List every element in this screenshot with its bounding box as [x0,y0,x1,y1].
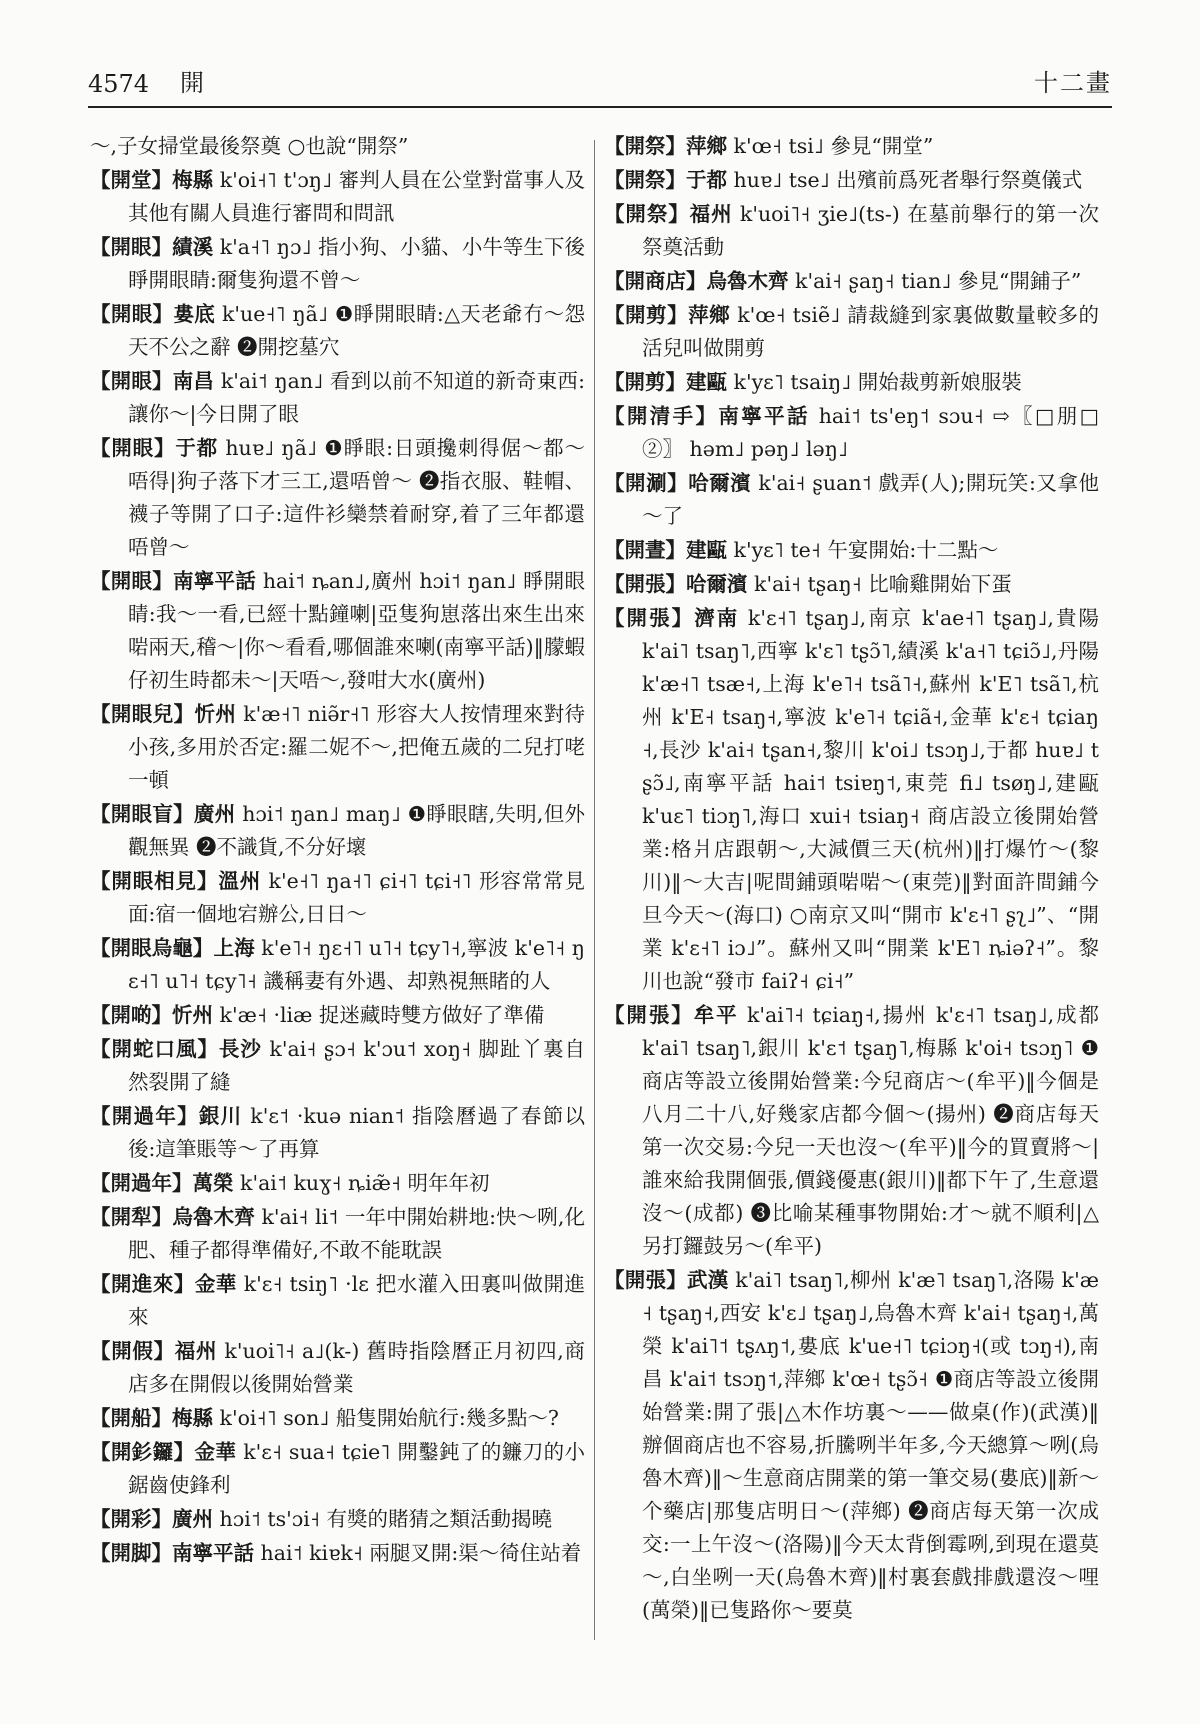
entry-headword: 【開清手】 [604,404,719,428]
dictionary-entry [90,130,585,163]
entry-headword: 【開過年】 [90,1104,199,1128]
dictionary-entry [90,1268,585,1334]
entry-text: k'e˥˧ ŋɛ˧˥ u˥˧ tɕy˥˧,寧波 k'e˥˧ ŋɛ˧˥ u˥˧ tɕy˥˧ 譏稱妻有外遇、却熟視無睹的人 [128,936,586,993]
dictionary-entry [90,932,585,998]
entry-place: 武漢 [686,1268,729,1292]
entry-place: 金華 [194,1272,237,1296]
entry-text: ～,子女掃堂最後祭奠 ○也說“開祭” [90,134,409,158]
entry-text: k'ai˧ li˦ 一年中開始耕地:快～咧,化肥、種子都得準備好,不敢不能耽誤 [128,1205,586,1262]
entry-text: k'ai˧ ʂaŋ˧ tian˩ 參見“開鋪子” [795,269,1082,293]
entry-headword: 【開眼烏龜】 [90,936,214,960]
entry-headword: 【開眼】 [90,302,174,326]
entry-place: 梅縣 [172,1406,213,1430]
dictionary-entry [90,1402,585,1435]
entry-headword: 【開船】 [90,1406,172,1430]
dictionary-entry [90,565,585,697]
entry-headword: 【開進來】 [90,1272,195,1296]
entry-place: 萬榮 [192,1171,234,1195]
entry-headword: 【開眼】 [90,369,173,393]
entry-place: 廣州 [193,802,236,826]
entry-place: 烏魯木齊 [706,269,789,293]
dictionary-entry [604,198,1099,264]
entry-text: k'ai˦ kuɣ˧ ȵiæ̃˧ 明年年初 [240,1171,490,1195]
entry-place: 萍鄉 [688,303,731,327]
entry-text: k'ai˥ tsaŋ˥,柳州 k'æ˥ tsaŋ˥,洛陽 k'æ˧ tʂaŋ˧,西安 k'ɛ˩ tʂaŋ˩,烏魯木齊 k'ai˧ tʂaŋ˧,萬榮 k'ai˥˦ tʂʌŋ˦,婁底 k'ue˧˥ tɕiɔŋ˧(或 tɔŋ˧),南昌 k'ai˦ tsɔŋ˦,萍鄉 k'œ˧ tʂɔ̃˧ ❶商店等設立後開始營業:開了張|△木作坊裏～——做桌(作)(武漢)‖辦個商店也不容易,折騰咧半年多,今天總算～咧(烏魯木齊)‖～生意商店開業的第一筆交易(婁底)‖新～个藥店|那隻店明日～(萍鄉) ❷商店每天第一次成交:一上午沒～(洛陽)‖今天太背倒霉咧,到現在還莫～,白坐咧一天(烏魯木齊)‖村裏套戲排戲還沒～哩(萬榮)‖已隻路你～要莫 [642,1268,1100,1622]
dictionary-entry [604,400,1099,466]
entry-place: 南寧平話 [718,404,810,428]
dictionary-entry [604,366,1099,399]
dictionary-entry [90,798,585,864]
entry-headword: 【開張】 [604,606,695,630]
entry-headword: 【開張】 [604,1003,694,1027]
entry-headword: 【開祭】 [604,202,690,226]
section-heading: 十二畫 [1034,69,1112,97]
dictionary-entry [90,1436,585,1502]
left-column [90,130,585,1571]
entry-place: 萍鄉 [686,134,727,158]
entry-place: 銀川 [198,1104,243,1128]
dictionary-entry [90,365,585,431]
entry-place: 建甌 [686,538,727,562]
entry-text: k'yɛ˥ tsaiŋ˩ 開始裁剪新娘服裝 [733,370,1022,394]
dictionary-entry [90,231,585,297]
entry-place: 溫州 [218,869,262,893]
dictionary-entry [90,1033,585,1099]
entry-text: k'œ˧ tsi˩ 參見“開堂” [733,134,934,158]
column-divider [594,140,595,1640]
entry-text: k'ɛ˧ tsiŋ˥ ·lɛ 把水灌入田裏叫做開進來 [128,1272,585,1329]
dictionary-entry [604,299,1099,365]
entry-headword: 【開釤鑼】 [90,1440,195,1464]
entry-text: k'ai˥˧ tɕiaŋ˧,揚州 k'ɛ˧˥ tsaŋ˩,成都 k'ai˥ tsaŋ˥,銀川 k'ɛ˦ tʂaŋ˥,梅縣 k'oi˧ tsɔŋ˥ ❶商店等設立後開始營業:今兒商店～(牟平)‖今個是八月二十八,好幾家店都今個～(揚州) ❷商店每天第一次交易:今兒一天也沒～(牟平)‖今的買賣將～|誰來給我開個張,價錢優惠(銀川)‖都下午了,生意還沒～(成都) ❸比喻某種事物開始:才～就不順利|△另打鑼鼓另～(牟平) [642,1003,1099,1258]
entry-text: hɔi˦ ŋan˩ maŋ˩ ❶睜眼瞎,失明,但外觀無異 ❷不識貨,不分好壞 [128,802,585,859]
entry-text: k'ai˦ ŋan˩ 看到以前不知道的新奇東西:讓你～|今日開了眼 [128,369,585,426]
dictionary-entry [90,298,585,364]
dictionary-entry [604,602,1099,998]
dictionary-entry [90,432,585,564]
dictionary-entry [90,164,585,230]
entry-headword: 【開蛇口風】 [90,1037,219,1061]
dictionary-entry [90,999,585,1032]
dictionary-entry [604,534,1099,567]
entry-headword: 【開堂】 [90,168,173,192]
entry-headword: 【開涮】 [604,471,689,495]
entry-place: 福州 [689,202,733,226]
entry-text: k'yɛ˥ te˧ 午宴開始:十二點～ [733,538,999,562]
entry-headword: 【開剪】 [604,303,689,327]
entry-headword: 【開過年】 [90,1171,193,1195]
right-column [604,130,1099,1628]
dictionary-entry [604,130,1099,163]
entry-text: k'ai˧ tʂaŋ˧ 比喻雞開始下蛋 [754,572,1012,596]
entry-place: 哈爾濱 [686,572,748,596]
entry-text: k'oi˧˥ t'ɔŋ˩ 審判人員在公堂對當事人及其他有關人員進行審問和問訊 [128,168,585,225]
entry-headword: 【開眼相見】 [90,869,219,893]
entry-text: k'ɛ˦ ·kuə nian˦ 指陰曆過了春節以後:這筆賬等～了再算 [128,1104,585,1161]
entry-place: 濟南 [694,606,740,630]
entry-text: k'a˧˥ ŋɔ˩ 指小狗、小貓、小牛等生下後睜開眼睛:爾隻狗還不曾～ [128,235,585,292]
entry-text: k'oi˧˥ son˩ 船隻開始航行:幾多點～? [219,1406,559,1430]
entry-place: 牟平 [693,1003,739,1027]
entry-headword: 【開眼】 [90,436,176,460]
dictionary-entry [90,1167,585,1200]
dictionary-entry [604,164,1099,197]
entry-place: 南寧平話 [173,569,257,593]
dictionary-entry [90,865,585,931]
entry-text: hai˦ ts'eŋ˦ sɔu˧ ⇨〖□朋□②〗 həm˩ pəŋ˩ ləŋ˩ [642,404,1099,461]
entry-headword: 【開剪】 [604,370,686,394]
entry-text: huɐ˩ ŋã˩ ❶睜眼:日頭攙刺得倨～都～唔得|狗子落下才三工,還唔曾～ ❷指衣服、鞋帽、襪子等開了口子:這件衫欒禁着耐穿,着了三年都還唔曾～ [128,436,585,559]
entry-place: 福州 [174,1339,218,1363]
entry-text: k'ɛ˧ sua˧ tɕie˥ 開鑿鈍了的鐮刀的小鋸齒使鋒利 [128,1440,585,1497]
dictionary-entry [90,1100,585,1166]
entry-place: 哈爾濱 [688,471,752,495]
entry-place: 長沙 [218,1037,262,1061]
entry-headword: 【開張】 [604,572,686,596]
entry-headword: 【開脚】 [90,1541,172,1565]
entry-headword: 【開晝】 [604,538,686,562]
entry-headword: 【開祭】 [604,134,686,158]
running-head [88,66,1112,108]
entry-text: k'æ˧˥ niə̃r˧˥ 形容大人按情理來對待小孩,多用於否定:羅二妮不～,把俺五歲的二兒打咾一頓 [128,702,586,792]
dictionary-entry [90,1335,585,1401]
entry-text: k'e˧˥ ŋa˧˥ ɕi˧˥ tɕi˧˥ 形容常常見面:宿一個地宕辦公,日日～ [128,869,585,926]
entry-place: 于都 [686,168,727,192]
entry-headword: 【開彩】 [90,1507,172,1531]
entry-text: k'ai˧ ʂɔ˧ k'ɔu˦ xoŋ˧ 脚趾丫裏自然裂開了縫 [128,1037,586,1094]
entry-headword: 【開眼】 [90,235,173,259]
entry-text: k'ue˧˥ ŋã˩ ❶睜開眼睛:△天老爺冇～怨天不公之辭 ❷開挖墓穴 [128,302,586,359]
dictionary-entry [604,1264,1099,1627]
entry-text: hai˦ ȵan˩,廣州 hɔi˦ ŋan˩ 睜開眼睛:我～一看,已經十點鐘喇|亞隻狗崽落出來生出來啱兩天,󠄀稽～|你～看看,哪個誰來喇(南寧平話)‖朦蝦仔初生時都未～|天唔～,發咁大水(廣州) [128,569,585,692]
entry-place: 烏魯木齊 [172,1205,255,1229]
entry-text: k'œ˧ tsiẽ˩ 請裁縫到家裏做數量較多的活兒叫做開剪 [642,303,1099,360]
page-number: 4574 [88,70,150,98]
entry-place: 上海 [213,936,255,960]
head-character: 開 [180,69,204,97]
entry-text: hai˦ kiɐk˧ 兩腿叉開:渠～徛住站着 [260,1541,582,1565]
dictionary-entry [90,1201,585,1267]
entry-place: 于都 [175,436,218,460]
entry-headword: 【開眼盲】 [90,802,194,826]
dictionary-entry [90,698,585,797]
entry-headword: 【開眼】 [90,569,174,593]
entry-text: k'æ˧ ·liæ 捉迷藏時雙方做好了準備 [219,1003,545,1027]
entry-place: 忻州 [172,1003,213,1027]
entry-place: 梅縣 [172,168,214,192]
entry-text: huɐ˩ tse˩ 出殯前爲死者舉行祭奠儀式 [733,168,1083,192]
entry-headword: 【開張】 [604,1268,687,1292]
entry-headword: 【開犁】 [90,1205,173,1229]
entry-headword: 【開商店】 [604,269,707,293]
dictionary-entry [90,1503,585,1536]
dictionary-entry [604,999,1099,1263]
entry-place: 忻州 [194,702,237,726]
entry-place: 建甌 [686,370,727,394]
entry-place: 南昌 [172,369,215,393]
entry-text: hɔi˦ ts'ɔi˧ 有獎的賭猜之類活動揭曉 [219,1507,552,1531]
entry-place: 婁底 [173,302,216,326]
dictionary-entry [604,568,1099,601]
entry-headword: 【開啲】 [90,1003,172,1027]
entry-text: k'ɛ˧˥ tʂaŋ˩,南京 k'ae˧˥ tʂaŋ˩,貴陽 k'ai˥ tsaŋ˥,西寧 k'ɛ˥ tʂɔ̃˥,績溪 k'a˧˥ tɕiɔ̃˩,丹陽 k'æ˧˥ tsæ˧,上海 k'e˥˧ tsã˥˧,蘇州 k'E˥ tsã˥,杭州 k'E˧ tsaŋ˧,寧波 k'e˥˧ tɕiã˧,金華 k'ɛ˧ tɕiaŋ˧,長沙 k'ai˧ tʂan˧,黎川 k'oi˩ tsɔŋ˩,于都 huɐ˩ tʂɔ̃˩,南寧平話 hai˦ tsiɐŋ˦,東莞 fi˩ tsøŋ˩,建甌 k'uɛ˥ tiɔŋ˥,海口 xui˧ tsiaŋ˧ 商店設立後開始營業:格爿店跟朝～,大減價三天(杭州)‖打爆竹～(黎川)‖～大吉|呢間鋪頭啱啱～(東莞)‖對面許間鋪今旦今天～(海口) ○南京又叫“開市 k'ɛ˧˥ ʂʅ˩”、“開業 k'ɛ˧˥ iɔ˩”。蘇州又叫“開業 k'E˥ ȵiəʔ˧”。黎川也說“發市 faiʔ˧ ɕi˧” [642,606,1100,993]
entry-headword: 【開眼兒】 [90,702,195,726]
entry-place: 廣州 [172,1507,213,1531]
entry-place: 績溪 [172,235,214,259]
dictionary-entry [604,467,1099,533]
entry-text: k'uoi˥˧ a˩(k-) 舊時指陰曆正月初四,商店多在開假以後開始營業 [128,1339,586,1396]
entry-place: 金華 [194,1440,237,1464]
dictionary-entry [604,265,1099,298]
entry-headword: 【開假】 [90,1339,175,1363]
entry-text: k'uoi˥˧ ʒie˩(ts-) 在墓前舉行的第一次祭奠活動 [642,202,1100,259]
entry-place: 南寧平話 [172,1541,254,1565]
entry-headword: 【開祭】 [604,168,686,192]
dictionary-entry [90,1537,585,1570]
entry-text: k'ai˧ ʂuan˦ 戲弄(人);開玩笑:又拿他～了 [642,471,1100,528]
